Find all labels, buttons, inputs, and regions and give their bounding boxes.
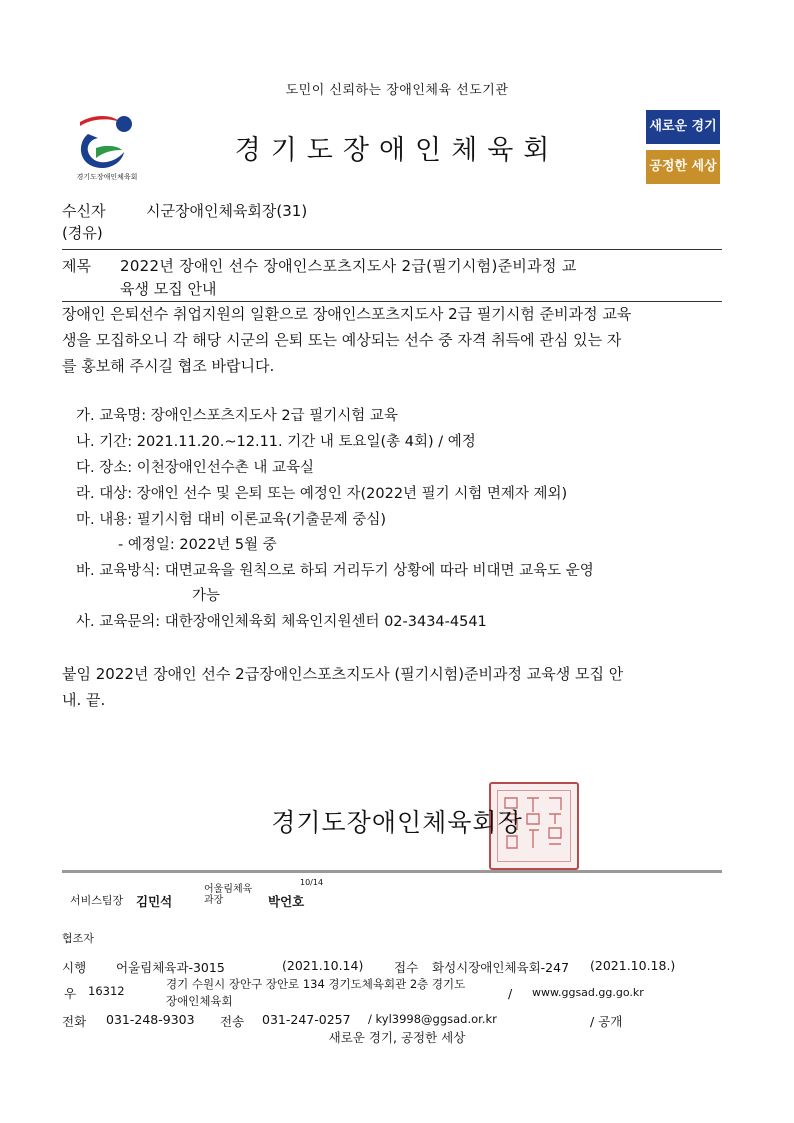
approval-role-line: 과장 (204, 895, 224, 906)
approval-role-line: 어울림체육 (204, 884, 253, 895)
body-line: 생을 모집하오니 각 해당 시군의 은퇴 또는 예상되는 선수 중 자격 취득에 관심 있는 자 (62, 331, 622, 349)
enforce-date: (2021.10.14) (282, 958, 364, 973)
enforce-value: 어울림체육과-3015 (116, 960, 225, 975)
list-item: 마. 내용: 필기시험 대비 이론교육(기출문제 중심) (76, 512, 386, 528)
list-item: 사. 교육문의: 대한장애인체육회 체육인지원센터 02-3434-4541 (76, 614, 487, 630)
list-item: 가. 교육명: 장애인스포츠지도사 2급 필기시험 교육 (76, 408, 398, 424)
website-link[interactable]: www.ggsad.gg.go.kr (532, 986, 644, 999)
subject-line1: 2022년 장애인 선수 장애인스포츠지도사 2급(필기시험)준비과정 교 (120, 257, 577, 275)
attachment-line: 내. 끝. (62, 691, 106, 709)
fax-value: 031-247-0257 (262, 1012, 351, 1027)
fax-label: 전송 (220, 1014, 245, 1029)
badge-bottom-text: 공정한 세상 (646, 150, 720, 184)
receive-value: 화성시장애인체육회-247 (432, 960, 570, 975)
approval-date: 10/14 (300, 878, 324, 887)
attachment-line: 붙임 2022년 장애인 선수 2급장애인스포츠지도사 (필기시험)준비과정 교육생 모집 안 (62, 665, 624, 683)
body-line: 장애인 은퇴선수 취업지원의 일환으로 장애인스포츠지도사 2급 필기시험 준비과정 교육 (62, 305, 632, 323)
body-line: 를 홍보해 주시길 협조 바랍니다. (62, 357, 275, 375)
receive-label: 접수 (394, 960, 419, 975)
badge-top-text: 새로운 경기 (646, 110, 720, 144)
divider (62, 870, 722, 873)
approval-name: 김민석 (136, 894, 173, 909)
separator: / (508, 986, 513, 1001)
footer-motto: 새로운 경기, 공정한 세상 (328, 1030, 466, 1045)
approval-role: 서비스팀장 (70, 894, 124, 907)
zip-code: 16312 (88, 984, 125, 998)
header-slogan: 도민이 신뢰하는 장애인체육 선도기관 (285, 83, 509, 98)
list-item-continued: 가능 (192, 588, 221, 604)
via-label: (경유) (62, 224, 103, 242)
sender-signature: 경기도장애인체육회장 (271, 808, 523, 837)
divider (62, 249, 722, 250)
recipient-label: 수신자 (62, 202, 106, 220)
list-item: 바. 교육방식: 대면교육을 원칙으로 하되 거리두기 상황에 따라 비대면 교육도 운영 (76, 563, 594, 579)
list-subitem: - 예정일: 2022년 5월 중 (118, 537, 277, 553)
recipient-value: 시군장애인체육회장(31) (146, 202, 308, 220)
address-line: 장애인체육회 (166, 994, 233, 1008)
list-item: 라. 대상: 장애인 선수 및 은퇴 또는 예정인 자(2022년 필기 시험 면제자 제외) (76, 486, 568, 502)
approval-role (204, 884, 252, 906)
email-link[interactable]: / kyl3998@ggsad.or.kr (368, 1012, 497, 1026)
list-item: 나. 기간: 2021.11.20.~12.11. 기간 내 토요일(총 4회) / 예정 (76, 434, 476, 450)
phone-label: 전화 (62, 1014, 87, 1029)
zip-label: 우 (64, 986, 77, 1001)
disclosure-status: / 공개 (590, 1014, 623, 1029)
subject-line2: 육생 모집 안내 (120, 280, 217, 298)
list-item: 다. 장소: 이천장애인선수촌 내 교육실 (76, 460, 315, 476)
cooperator-label: 협조자 (62, 932, 94, 945)
enforce-label: 시행 (62, 960, 87, 975)
subject-label: 제목 (62, 257, 91, 275)
slogan-badge (646, 110, 720, 184)
phone-value: 031-248-9303 (106, 1012, 195, 1027)
logo-caption: 경기도장애인체육회 (76, 173, 138, 181)
receive-date: (2021.10.18.) (590, 958, 676, 973)
document-title: 경기도장애인체육회 (234, 135, 560, 166)
approval-name: 박언호 (268, 894, 305, 909)
address-line: 경기 수원시 장안구 장안로 134 경기도체육회관 2층 경기도 (166, 977, 466, 991)
